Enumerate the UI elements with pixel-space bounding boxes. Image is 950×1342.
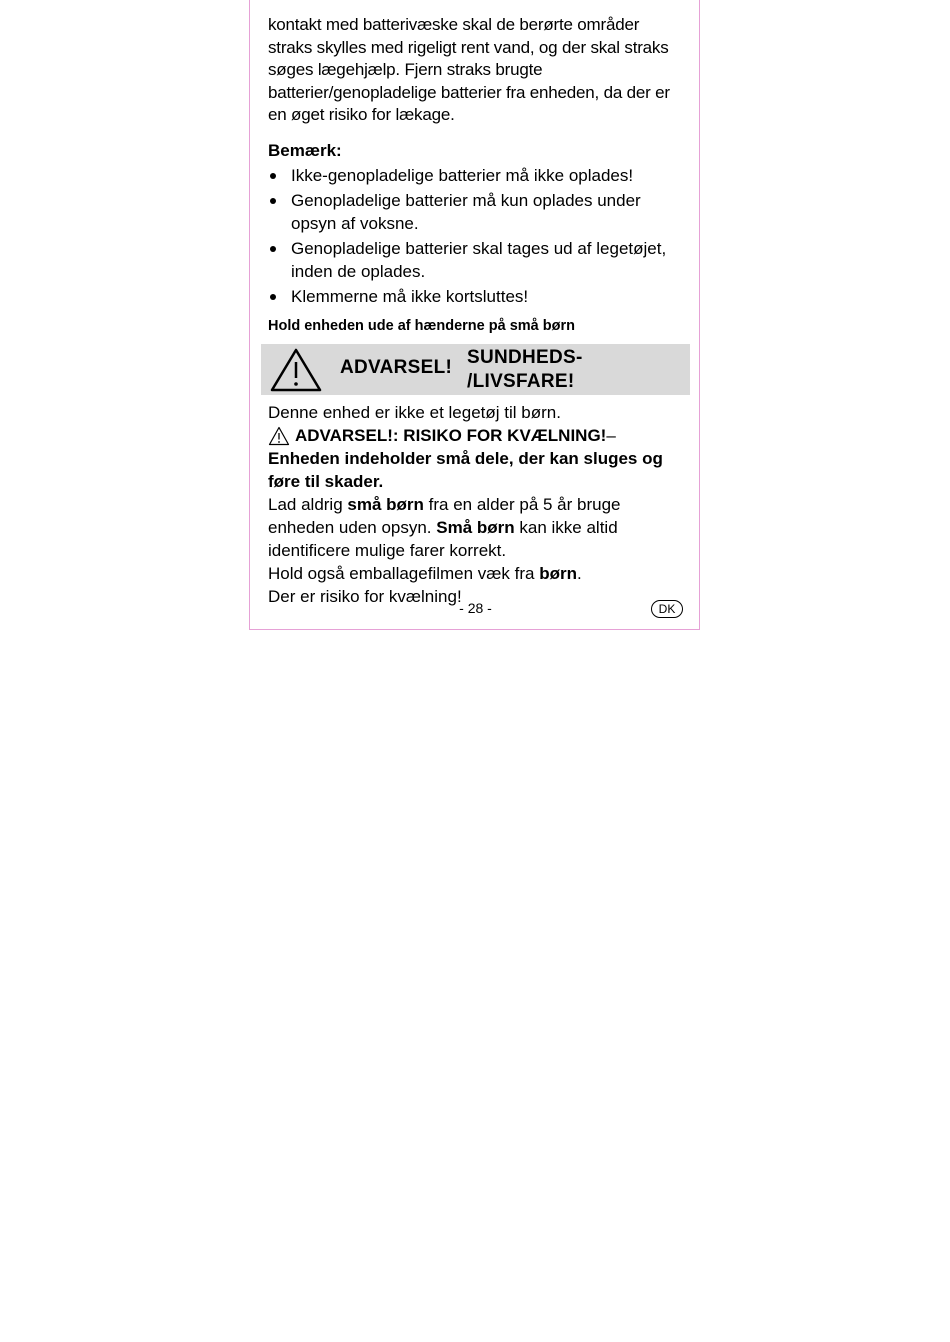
packaging-paragraph: Hold også emballagefilmen væk fra børn. bbox=[268, 564, 582, 583]
warning-box bbox=[261, 344, 690, 395]
bullet-icon bbox=[270, 246, 276, 252]
choking-warning bbox=[268, 424, 683, 447]
not-toy-text: Denne enhed er ikke et legetøj til børn. bbox=[268, 403, 561, 422]
list-item: Ikke-genopladelige batterier må ikke oplades! bbox=[268, 164, 678, 187]
warning-triangle-icon bbox=[269, 347, 323, 393]
intro-paragraph: kontakt med batterivæske skal de berørte områder straks skylles med rigeligt rent vand, og der skal straks søges lægehjælp. Fjern straks brugte batterier/genopladelige batterier fra enheden, da der er en øget risiko for lækage. bbox=[268, 15, 670, 124]
bullet-icon bbox=[270, 173, 276, 179]
choking-label: ADVARSEL!: RISIKO FOR KVÆLNING! bbox=[295, 426, 607, 445]
page-content bbox=[268, 14, 678, 334]
note-list bbox=[268, 164, 678, 308]
language-badge: DK bbox=[651, 600, 683, 618]
note-title: Bemærk: bbox=[268, 140, 342, 160]
list-item: Klemmerne må ikke kortsluttes! bbox=[268, 285, 678, 308]
choking-dash: – bbox=[606, 426, 616, 445]
list-item: Genopladelige batterier skal tages ud af legetøjet, inden de oplades. bbox=[268, 237, 678, 283]
risk-text: Der er risiko for kvælning! bbox=[268, 587, 462, 606]
bullet-icon bbox=[270, 198, 276, 204]
bullet-icon bbox=[270, 294, 276, 300]
warning-label: ADVARSEL! bbox=[340, 357, 453, 378]
list-item: Genopladelige batterier må kun oplades under opsyn af voksne. bbox=[268, 189, 678, 235]
hold-heading: Hold enheden ude af hænderne på små børn bbox=[268, 317, 575, 334]
manual-page bbox=[249, 0, 700, 630]
hazard-text bbox=[467, 346, 583, 394]
safety-section bbox=[268, 401, 683, 608]
supervision-paragraph: Lad aldrig små børn fra en alder på 5 år bruge enheden uden opsyn. Små børn kan ikke altid identificere mulige farer korrekt. bbox=[268, 495, 621, 560]
hazard-line-1: SUNDHEDS- bbox=[467, 347, 583, 368]
page-number: - 28 - bbox=[459, 600, 492, 616]
hazard-line-2: /LIVSFARE! bbox=[467, 371, 575, 392]
small-parts-text: Enheden indeholder små dele, der kan sluges og føre til skader. bbox=[268, 449, 663, 491]
warning-triangle-icon bbox=[268, 426, 290, 446]
